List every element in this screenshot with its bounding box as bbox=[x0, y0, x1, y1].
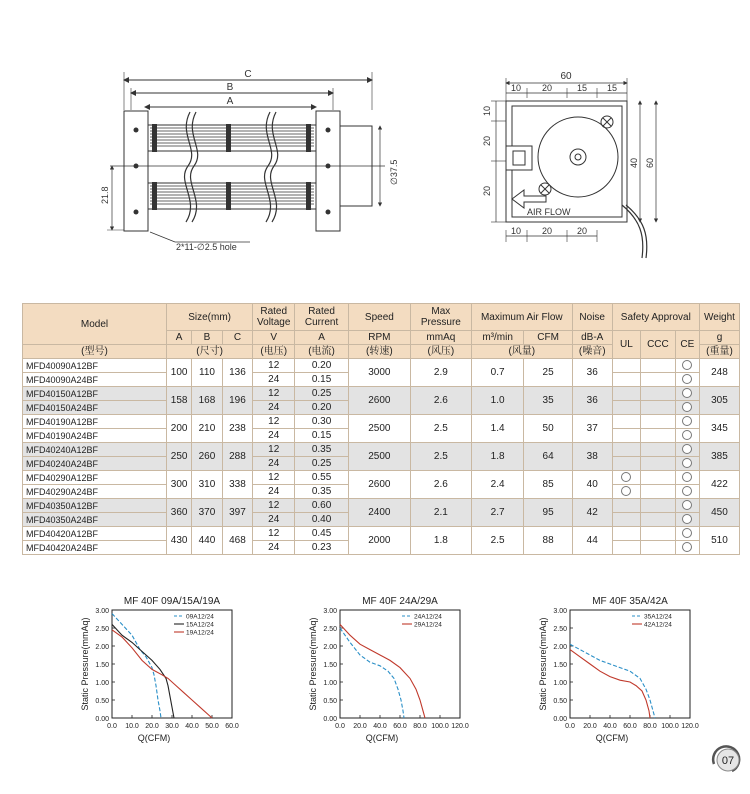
voltage-cell: 12 bbox=[253, 387, 295, 401]
size-c-cell: 397 bbox=[222, 499, 252, 527]
noise-cell: 37 bbox=[572, 415, 612, 443]
ccc-cell bbox=[641, 401, 676, 415]
th-speed-cn: (转速) bbox=[348, 345, 410, 359]
airflow-cfm-cell: 95 bbox=[524, 499, 572, 527]
airflow-cfm-cell: 50 bbox=[524, 415, 572, 443]
current-cell: 0.60 bbox=[295, 499, 349, 513]
size-a-cell: 100 bbox=[167, 359, 192, 387]
voltage-cell: 24 bbox=[253, 401, 295, 415]
size-c-cell: 288 bbox=[222, 443, 252, 471]
th-voltage: Rated Voltage bbox=[253, 304, 295, 331]
dimension-drawing bbox=[0, 0, 750, 300]
size-b-cell: 310 bbox=[192, 471, 222, 499]
model-cell: MFD40150A12BF bbox=[23, 387, 167, 401]
ccc-cell bbox=[641, 499, 676, 513]
model-cell: MFD40290A12BF bbox=[23, 471, 167, 485]
table-row bbox=[23, 359, 740, 373]
th-ccc: CCC bbox=[641, 331, 676, 359]
y-tick-label: 0.50 bbox=[323, 698, 337, 705]
noise-cell: 36 bbox=[572, 387, 612, 415]
weight-cell: 305 bbox=[699, 387, 739, 415]
pressure-cell: 1.8 bbox=[410, 527, 471, 555]
y-tick-label: 2.50 bbox=[553, 626, 567, 633]
legend-label: 29A12/24 bbox=[414, 621, 442, 629]
side-dim-left-1: 10 bbox=[482, 105, 492, 116]
ce-cell bbox=[675, 359, 699, 373]
voltage-cell: 12 bbox=[253, 499, 295, 513]
th-airflow-unit1: m³/min bbox=[471, 331, 524, 345]
x-tick-label: 80.0 bbox=[643, 723, 657, 730]
side-dim-total: 60 bbox=[560, 71, 572, 82]
model-cell: MFD40090A12BF bbox=[23, 359, 167, 373]
ce-cell bbox=[675, 513, 699, 527]
side-dim-right-outer: 60 bbox=[645, 157, 655, 168]
noise-cell: 40 bbox=[572, 471, 612, 499]
weight-cell: 385 bbox=[699, 443, 739, 471]
performance-charts bbox=[0, 590, 750, 794]
th-pressure-cn: (风压) bbox=[410, 345, 471, 359]
y-tick-label: 3.00 bbox=[553, 608, 567, 615]
current-cell: 0.15 bbox=[295, 373, 349, 387]
x-axis-label: Q(CFM) bbox=[365, 733, 399, 743]
y-tick-label: 0.50 bbox=[95, 698, 109, 705]
pressure-cell: 2.9 bbox=[410, 359, 471, 387]
model-cell: MFD40150A24BF bbox=[23, 401, 167, 415]
side-dim-bottom-3: 20 bbox=[576, 226, 588, 236]
model-cell: MFD40240A12BF bbox=[23, 443, 167, 457]
table-row bbox=[23, 443, 740, 457]
noise-cell: 36 bbox=[572, 359, 612, 387]
airflow-m3-cell: 0.7 bbox=[471, 359, 524, 387]
airflow-m3-cell: 1.4 bbox=[471, 415, 524, 443]
size-a-cell: 360 bbox=[167, 499, 192, 527]
legend-label: 15A12/24 bbox=[186, 621, 214, 629]
model-cell: MFD40420A24BF bbox=[23, 541, 167, 555]
ccc-cell bbox=[641, 373, 676, 387]
dim-218-label: 21.8 bbox=[100, 186, 110, 204]
table-row bbox=[23, 415, 740, 429]
ce-cell bbox=[675, 373, 699, 387]
ccc-cell bbox=[641, 485, 676, 499]
speed-cell: 3000 bbox=[348, 359, 410, 387]
legend-label: 24A12/24 bbox=[414, 613, 442, 621]
airflow-m3-cell: 2.5 bbox=[471, 527, 524, 555]
th-ul: UL bbox=[612, 331, 640, 359]
x-tick-label: 20.0 bbox=[583, 723, 597, 730]
x-tick-label: 20.0 bbox=[145, 723, 159, 730]
th-size: Size(mm) bbox=[167, 304, 253, 331]
noise-cell: 44 bbox=[572, 527, 612, 555]
page-number-badge bbox=[710, 742, 742, 774]
x-tick-label: 120.0 bbox=[451, 723, 469, 730]
x-tick-label: 30.0 bbox=[165, 723, 179, 730]
y-tick-label: 2.50 bbox=[323, 626, 337, 633]
x-tick-label: 60.0 bbox=[225, 723, 239, 730]
ce-cell bbox=[675, 443, 699, 457]
ccc-cell bbox=[641, 415, 676, 429]
approval-mark-icon bbox=[682, 416, 692, 426]
pressure-cell: 2.5 bbox=[410, 443, 471, 471]
ul-cell bbox=[612, 429, 640, 443]
y-tick-label: 0.00 bbox=[553, 716, 567, 723]
th-pressure: Max Pressure bbox=[410, 304, 471, 331]
side-dim-bottom-2: 20 bbox=[541, 226, 553, 236]
voltage-cell: 12 bbox=[253, 415, 295, 429]
ul-cell bbox=[612, 513, 640, 527]
pressure-cell: 2.1 bbox=[410, 499, 471, 527]
y-tick-label: 3.00 bbox=[95, 608, 109, 615]
x-tick-label: 40.0 bbox=[185, 723, 199, 730]
ce-cell bbox=[675, 429, 699, 443]
model-cell: MFD40420A12BF bbox=[23, 527, 167, 541]
y-tick-label: 3.00 bbox=[323, 608, 337, 615]
x-tick-label: 10.0 bbox=[125, 723, 139, 730]
approval-mark-icon bbox=[682, 388, 692, 398]
model-cell: MFD40190A24BF bbox=[23, 429, 167, 443]
legend-label: 42A12/24 bbox=[644, 621, 672, 629]
x-tick-label: 0.0 bbox=[335, 723, 345, 730]
current-cell: 0.23 bbox=[295, 541, 349, 555]
y-tick-label: 1.00 bbox=[95, 680, 109, 687]
x-tick-label: 120.0 bbox=[681, 723, 699, 730]
ccc-cell bbox=[641, 513, 676, 527]
airflow-label: AIR FLOW bbox=[527, 207, 571, 217]
weight-cell: 450 bbox=[699, 499, 739, 527]
speed-cell: 2400 bbox=[348, 499, 410, 527]
x-tick-label: 100.0 bbox=[431, 723, 449, 730]
ce-cell bbox=[675, 401, 699, 415]
airflow-m3-cell: 1.8 bbox=[471, 443, 524, 471]
approval-mark-icon bbox=[682, 360, 692, 370]
ul-cell bbox=[612, 401, 640, 415]
ccc-cell bbox=[641, 541, 676, 555]
ccc-cell bbox=[641, 387, 676, 401]
approval-mark-icon bbox=[682, 514, 692, 524]
approval-mark-icon bbox=[682, 444, 692, 454]
airflow-m3-cell: 2.7 bbox=[471, 499, 524, 527]
y-axis-label: Static Pressure(mmAq) bbox=[80, 617, 90, 711]
speed-cell: 2500 bbox=[348, 415, 410, 443]
ce-cell bbox=[675, 457, 699, 471]
th-voltage-unit: V bbox=[253, 331, 295, 345]
current-cell: 0.25 bbox=[295, 457, 349, 471]
ce-cell bbox=[675, 471, 699, 485]
x-tick-label: 50.0 bbox=[205, 723, 219, 730]
pressure-cell: 2.5 bbox=[410, 415, 471, 443]
ccc-cell bbox=[641, 359, 676, 373]
ul-cell bbox=[612, 541, 640, 555]
airflow-cfm-cell: 35 bbox=[524, 387, 572, 415]
model-cell: MFD40350A24BF bbox=[23, 513, 167, 527]
pressure-cell: 2.6 bbox=[410, 471, 471, 499]
th-a: A bbox=[167, 331, 192, 345]
legend-label: 35A12/24 bbox=[644, 613, 672, 621]
current-cell: 0.35 bbox=[295, 485, 349, 499]
dim-c-label: C bbox=[244, 69, 252, 80]
side-dim-top-1: 10 bbox=[510, 83, 522, 93]
speed-cell: 2600 bbox=[348, 387, 410, 415]
ul-cell bbox=[612, 485, 640, 499]
th-b: B bbox=[192, 331, 222, 345]
th-airflow-cn: (风量) bbox=[471, 345, 572, 359]
voltage-cell: 12 bbox=[253, 359, 295, 373]
side-dim-top-2: 20 bbox=[541, 83, 553, 93]
speed-cell: 2000 bbox=[348, 527, 410, 555]
ce-cell bbox=[675, 499, 699, 513]
ul-cell bbox=[612, 415, 640, 429]
dim-a-label: A bbox=[226, 96, 234, 107]
chart-2 bbox=[308, 596, 469, 743]
plot-area bbox=[340, 610, 460, 718]
current-cell: 0.55 bbox=[295, 471, 349, 485]
side-dim-top-3: 15 bbox=[576, 83, 588, 93]
side-dim-top-4: 15 bbox=[606, 83, 618, 93]
size-c-cell: 196 bbox=[222, 387, 252, 415]
th-weight-unit: g bbox=[699, 331, 739, 345]
airflow-cfm-cell: 85 bbox=[524, 471, 572, 499]
side-dim-left-2: 20 bbox=[482, 135, 492, 146]
ccc-cell bbox=[641, 527, 676, 541]
ul-cell bbox=[612, 443, 640, 457]
hole-note: 2*11-∅2.5 hole bbox=[176, 242, 237, 252]
ce-cell bbox=[675, 541, 699, 555]
x-tick-label: 0.0 bbox=[107, 723, 117, 730]
voltage-cell: 24 bbox=[253, 429, 295, 443]
spec-table-body bbox=[23, 359, 740, 555]
table-row bbox=[23, 527, 740, 541]
th-model-cn: (型号) bbox=[23, 345, 167, 359]
size-a-cell: 300 bbox=[167, 471, 192, 499]
size-b-cell: 210 bbox=[192, 415, 222, 443]
current-cell: 0.25 bbox=[295, 387, 349, 401]
th-pressure-unit: mmAq bbox=[410, 331, 471, 345]
airflow-cfm-cell: 64 bbox=[524, 443, 572, 471]
size-a-cell: 200 bbox=[167, 415, 192, 443]
approval-mark-icon bbox=[682, 528, 692, 538]
ul-cell bbox=[612, 499, 640, 513]
th-model: Model bbox=[23, 304, 167, 345]
dim-b-label: B bbox=[226, 82, 234, 93]
approval-mark-icon bbox=[682, 374, 692, 384]
th-noise-cn: (噪音) bbox=[572, 345, 612, 359]
th-noise-unit: dB-A bbox=[572, 331, 612, 345]
voltage-cell: 12 bbox=[253, 471, 295, 485]
current-cell: 0.40 bbox=[295, 513, 349, 527]
x-tick-label: 40.0 bbox=[603, 723, 617, 730]
ce-cell bbox=[675, 387, 699, 401]
size-b-cell: 168 bbox=[192, 387, 222, 415]
th-size-cn: (尺寸) bbox=[167, 345, 253, 359]
y-axis-label: Static Pressure(mmAq) bbox=[538, 617, 548, 711]
y-tick-label: 2.00 bbox=[553, 644, 567, 651]
legend-label: 09A12/24 bbox=[186, 613, 214, 621]
speed-cell: 2500 bbox=[348, 443, 410, 471]
x-tick-label: 60.0 bbox=[393, 723, 407, 730]
noise-cell: 42 bbox=[572, 499, 612, 527]
plot-area bbox=[112, 610, 232, 718]
th-speed-unit: RPM bbox=[348, 331, 410, 345]
y-axis-label: Static Pressure(mmAq) bbox=[308, 617, 318, 711]
noise-cell: 38 bbox=[572, 443, 612, 471]
th-noise: Noise bbox=[572, 304, 612, 331]
approval-mark-icon bbox=[621, 472, 631, 482]
th-ce: CE bbox=[675, 331, 699, 359]
ce-cell bbox=[675, 527, 699, 541]
ul-cell bbox=[612, 457, 640, 471]
current-cell: 0.35 bbox=[295, 443, 349, 457]
approval-mark-icon bbox=[682, 500, 692, 510]
table-row bbox=[23, 471, 740, 485]
x-tick-label: 40.0 bbox=[373, 723, 387, 730]
ul-cell bbox=[612, 387, 640, 401]
x-tick-label: 20.0 bbox=[353, 723, 367, 730]
th-airflow-unit2: CFM bbox=[524, 331, 572, 345]
dim-375-label: ∅37.5 bbox=[389, 159, 399, 185]
plot-area bbox=[570, 610, 690, 718]
voltage-cell: 24 bbox=[253, 485, 295, 499]
side-dim-right-inner: 40 bbox=[629, 157, 639, 168]
current-cell: 0.45 bbox=[295, 527, 349, 541]
th-c: C bbox=[222, 331, 252, 345]
size-c-cell: 136 bbox=[222, 359, 252, 387]
th-current: Rated Current bbox=[295, 304, 349, 331]
side-dim-bottom-1: 10 bbox=[510, 226, 522, 236]
voltage-cell: 12 bbox=[253, 443, 295, 457]
size-b-cell: 370 bbox=[192, 499, 222, 527]
size-a-cell: 158 bbox=[167, 387, 192, 415]
size-b-cell: 110 bbox=[192, 359, 222, 387]
x-axis-label: Q(CFM) bbox=[137, 733, 171, 743]
model-cell: MFD40290A24BF bbox=[23, 485, 167, 499]
chart-title: MF 40F 24A/29A bbox=[362, 596, 438, 607]
approval-mark-icon bbox=[682, 458, 692, 468]
page-number: 07 bbox=[721, 755, 735, 767]
side-dim-left-3: 20 bbox=[482, 185, 492, 196]
x-tick-label: 100.0 bbox=[661, 723, 679, 730]
approval-mark-icon bbox=[682, 486, 692, 496]
y-tick-label: 2.00 bbox=[95, 644, 109, 651]
weight-cell: 422 bbox=[699, 471, 739, 499]
voltage-cell: 12 bbox=[253, 527, 295, 541]
current-cell: 0.20 bbox=[295, 401, 349, 415]
y-tick-label: 0.00 bbox=[95, 716, 109, 723]
ce-cell bbox=[675, 485, 699, 499]
approval-mark-icon bbox=[682, 542, 692, 552]
th-airflow: Maximum Air Flow bbox=[471, 304, 572, 331]
y-tick-label: 0.00 bbox=[323, 716, 337, 723]
size-b-cell: 260 bbox=[192, 443, 222, 471]
ul-cell bbox=[612, 471, 640, 485]
th-current-cn: (电流) bbox=[295, 345, 349, 359]
ce-cell bbox=[675, 415, 699, 429]
weight-cell: 345 bbox=[699, 415, 739, 443]
size-b-cell: 440 bbox=[192, 527, 222, 555]
airflow-cfm-cell: 88 bbox=[524, 527, 572, 555]
legend-label: 19A12/24 bbox=[186, 629, 214, 637]
weight-cell: 248 bbox=[699, 359, 739, 387]
current-cell: 0.15 bbox=[295, 429, 349, 443]
table-row bbox=[23, 499, 740, 513]
ccc-cell bbox=[641, 443, 676, 457]
ul-cell bbox=[612, 527, 640, 541]
size-c-cell: 338 bbox=[222, 471, 252, 499]
x-tick-label: 0.0 bbox=[565, 723, 575, 730]
ccc-cell bbox=[641, 471, 676, 485]
model-cell: MFD40350A12BF bbox=[23, 499, 167, 513]
current-cell: 0.30 bbox=[295, 415, 349, 429]
spec-table bbox=[22, 303, 740, 555]
th-safety: Safety Approval bbox=[612, 304, 699, 331]
approval-mark-icon bbox=[682, 430, 692, 440]
chart-title: MF 40F 35A/42A bbox=[592, 596, 668, 607]
ul-cell bbox=[612, 373, 640, 387]
size-a-cell: 250 bbox=[167, 443, 192, 471]
x-axis-label: Q(CFM) bbox=[595, 733, 629, 743]
airflow-cfm-cell: 25 bbox=[524, 359, 572, 387]
model-cell: MFD40090A24BF bbox=[23, 373, 167, 387]
approval-mark-icon bbox=[682, 402, 692, 412]
speed-cell: 2600 bbox=[348, 471, 410, 499]
x-tick-label: 60.0 bbox=[623, 723, 637, 730]
th-weight: Weight bbox=[699, 304, 739, 331]
model-cell: MFD40190A12BF bbox=[23, 415, 167, 429]
size-c-cell: 238 bbox=[222, 415, 252, 443]
y-tick-label: 0.50 bbox=[553, 698, 567, 705]
th-weight-cn: (重量) bbox=[699, 345, 739, 359]
th-speed: Speed bbox=[348, 304, 410, 331]
y-tick-label: 2.50 bbox=[95, 626, 109, 633]
y-tick-label: 2.00 bbox=[323, 644, 337, 651]
table-row bbox=[23, 387, 740, 401]
voltage-cell: 24 bbox=[253, 373, 295, 387]
weight-cell: 510 bbox=[699, 527, 739, 555]
pressure-cell: 2.6 bbox=[410, 387, 471, 415]
chart-3 bbox=[538, 596, 699, 743]
y-tick-label: 1.50 bbox=[323, 662, 337, 669]
y-tick-label: 1.50 bbox=[553, 662, 567, 669]
approval-mark-icon bbox=[621, 486, 631, 496]
model-cell: MFD40240A24BF bbox=[23, 457, 167, 471]
voltage-cell: 24 bbox=[253, 541, 295, 555]
voltage-cell: 24 bbox=[253, 457, 295, 471]
airflow-m3-cell: 2.4 bbox=[471, 471, 524, 499]
airflow-m3-cell: 1.0 bbox=[471, 387, 524, 415]
th-current-unit: A bbox=[295, 331, 349, 345]
approval-mark-icon bbox=[682, 472, 692, 482]
x-tick-label: 80.0 bbox=[413, 723, 427, 730]
chart-1 bbox=[80, 596, 239, 743]
size-a-cell: 430 bbox=[167, 527, 192, 555]
ccc-cell bbox=[641, 429, 676, 443]
size-c-cell: 468 bbox=[222, 527, 252, 555]
ccc-cell bbox=[641, 457, 676, 471]
ul-cell bbox=[612, 359, 640, 373]
current-cell: 0.20 bbox=[295, 359, 349, 373]
y-tick-label: 1.00 bbox=[553, 680, 567, 687]
th-voltage-cn: (电压) bbox=[253, 345, 295, 359]
chart-title: MF 40F 09A/15A/19A bbox=[123, 596, 221, 607]
y-tick-label: 1.00 bbox=[323, 680, 337, 687]
y-tick-label: 1.50 bbox=[95, 662, 109, 669]
voltage-cell: 24 bbox=[253, 513, 295, 527]
